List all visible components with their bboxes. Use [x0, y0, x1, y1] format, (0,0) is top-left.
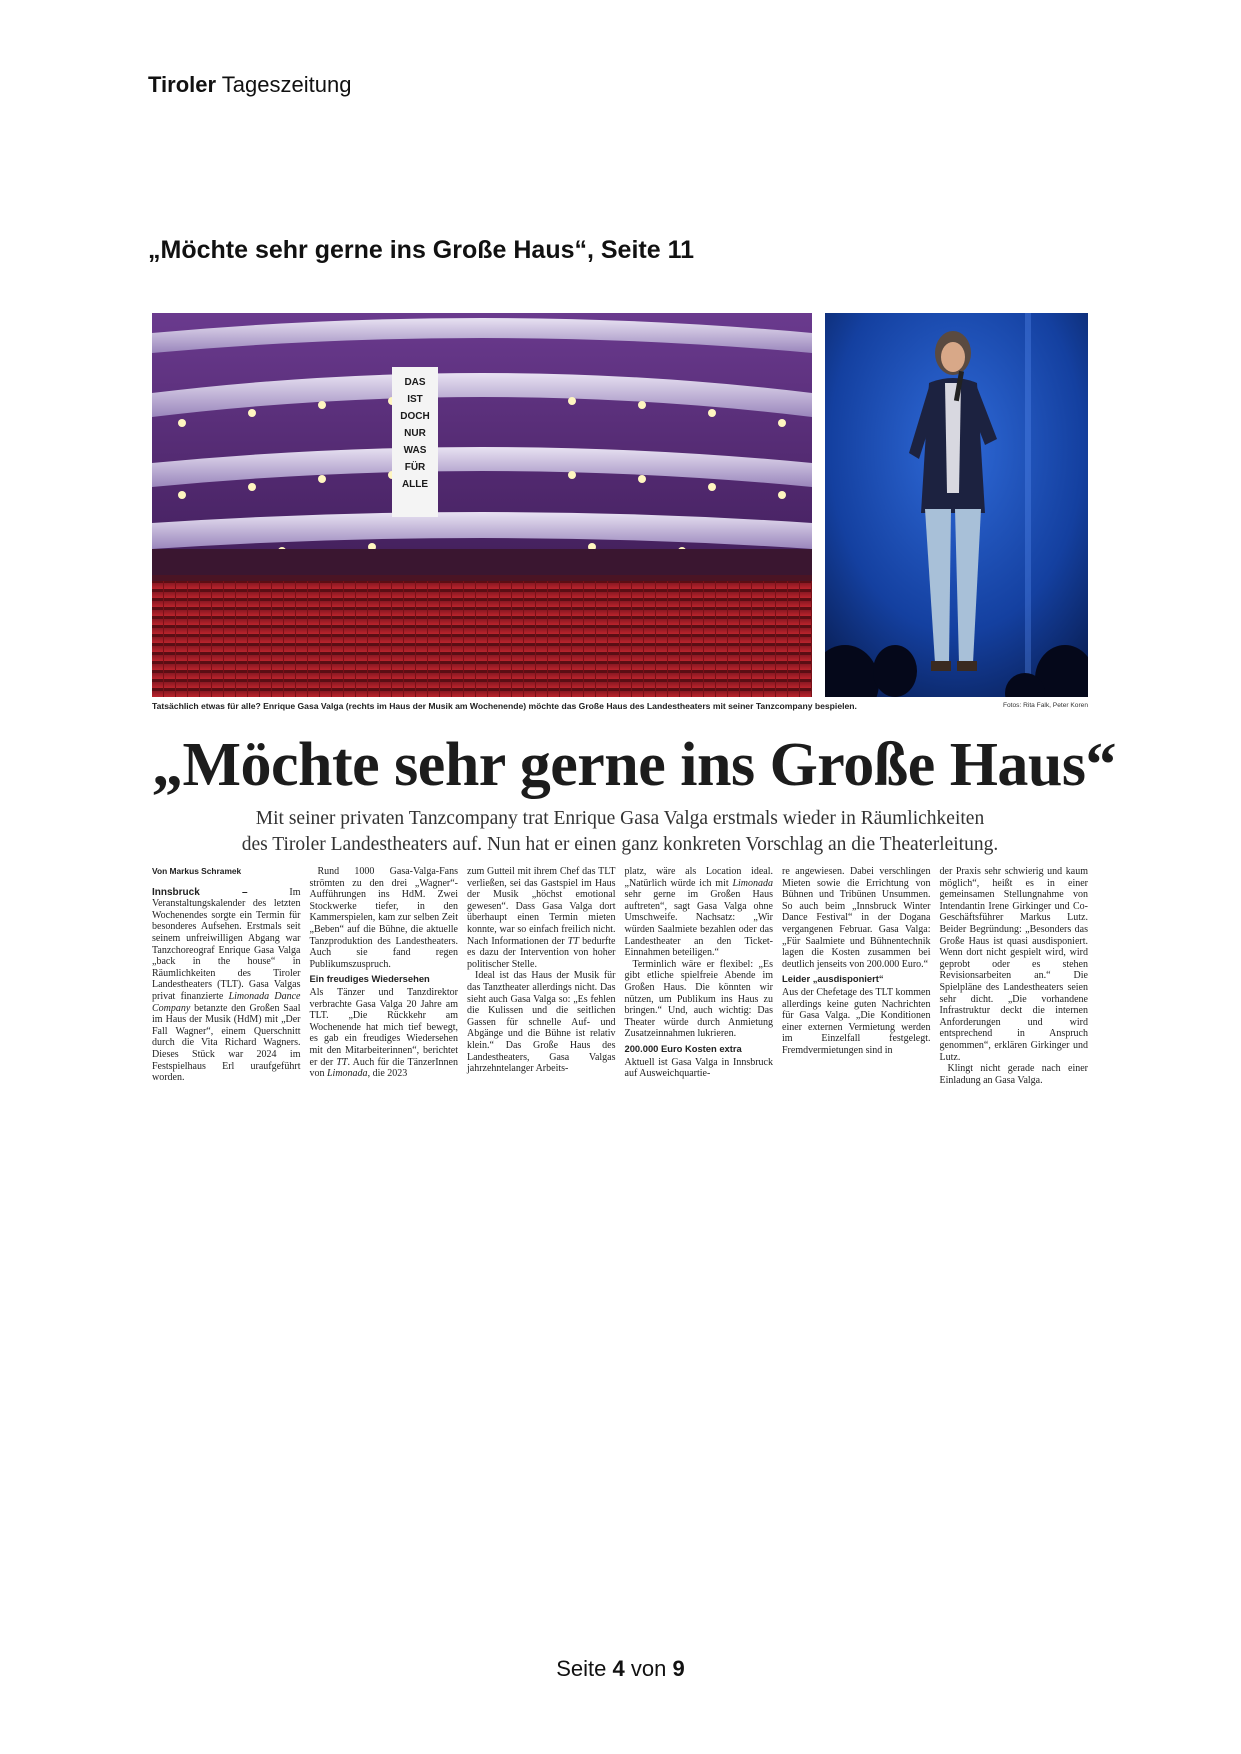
- paragraph: [467, 866, 616, 970]
- byline: Von Markus Schramek: [152, 866, 242, 876]
- paragraph: Ideal ist das Haus der Musik für das Tanztheater allerdings nicht. Das sieht auch Gasa Valga so: „Es fehlen die Kulissen und die seitlichen Gassen für schnelle Auf- und Abgänge und die Bühne ist relativ klein.“ Das Große Haus des Landestheaters, Gasa Valgas jahrzehntelanger Arbeits-: [467, 970, 616, 1075]
- photo-credit: Fotos: Rita Falk, Peter Koren: [1002, 702, 1088, 709]
- paragraph: [625, 866, 774, 959]
- text-run: Als Tänzer und Tanzdirektor verbrachte Gasa Valga 20 Jahre am TLT. „Die Rückkehr am Wochenende hat mich tief bewegt, es gab ein freudiges Wiedersehen mit den Mitarbeiterinnen“, berichtet er der: [309, 986, 458, 1068]
- banner-line: DOCH: [400, 411, 430, 422]
- company-name: Limonada: [732, 877, 773, 889]
- subheading: 200.000 Euro Kosten extra: [624, 1042, 742, 1054]
- article-subtitle: [152, 806, 1088, 858]
- text-run: sehr gerne im Großen Haus auftreten“, sagt Gasa Valga ohne Umschweife. Nachsatz: „Wir würden Saalmiete bezahlen oder das Landestheater an den Ticket-Einnahmen beteiligen.“: [624, 889, 773, 959]
- article-column-1: [152, 866, 301, 1086]
- subtitle-line-1: Mit seiner privaten Tanzcompany trat Enrique Gasa Valga erstmals wieder in Räumlichkeiten: [255, 808, 985, 829]
- text-run: platz, wäre als Location ideal. „Natürlich würde ich mit: [624, 866, 773, 889]
- article-reference: „Möchte sehr gerne ins Große Haus“, Seite 11: [148, 236, 695, 264]
- performer-illustration: [825, 313, 1088, 697]
- dateline-location: Innsbruck –: [152, 886, 248, 898]
- subheading: Ein freudiges Wiedersehen: [309, 973, 430, 985]
- text-run: , die 2023: [367, 1068, 408, 1080]
- page-separator: von: [630, 1656, 667, 1681]
- article-title: „Möchte sehr gerne ins Große Haus“: [152, 731, 1117, 799]
- subheading: Leider „ausdisponiert“: [782, 973, 884, 985]
- company-name: Limonada Dance Company: [152, 990, 301, 1014]
- paragraph: [152, 887, 301, 1084]
- text-run: . Auch für die TänzerInnen von: [309, 1056, 458, 1080]
- text-run: Im Veranstaltungskalender des letzten Wochenendes sorgte ein Termin für besonderes Aufsehen. Erstmals seit seinem unfreiwilligen Abgang war Tanzchoreograf Enrique Gasa Valga „back in the house“ in Räumlichkeiten des Tiroler Landestheaters (TLT). Gasa Valgas privat finanzierte: [152, 886, 301, 1002]
- banner-line: WAS: [403, 445, 427, 456]
- publication-name-rest: Tageszeitung: [221, 72, 352, 97]
- current-page: 4: [612, 1656, 625, 1681]
- page-label: Seite: [556, 1656, 607, 1681]
- text-run: betanzte den Großen Saal im Haus der Musik (HdM) mit „Der Fall Wagner“, einem Querschnitt durch die Vita Richard Wagners. Dieses Stück war 2024 im Festspielhaus Erl uraufgeführt worden.: [152, 1002, 301, 1084]
- banner-line: IST: [407, 394, 423, 405]
- article-column-2: [310, 866, 459, 1086]
- article-column-3: [467, 866, 616, 1086]
- paragraph: [310, 987, 459, 1080]
- hanging-banner: [392, 367, 438, 517]
- photo-caption: Tatsächlich etwas für alle? Enrique Gasa Valga (rechts im Haus der Musik am Wochenende) möchte das Große Haus des Landestheaters mit seiner Tanzcompany bespielen.: [152, 701, 857, 711]
- article-column-4: [625, 866, 774, 1086]
- publication-name-bold: Tiroler: [148, 72, 217, 97]
- page-number: [0, 1656, 1241, 1682]
- auditorium-photo: [152, 313, 812, 697]
- performer-photo: [825, 313, 1088, 697]
- banner-line: DAS: [404, 377, 426, 388]
- article-body: [152, 866, 1088, 1086]
- paragraph: Aus der Chefetage des TLT kommen allerdings keine guten Nachrichten für Gasa Valga. „Die Konditionen einer externen Vermietung werden im Einzelfall festgelegt. Fremdvermietungen sind in: [782, 986, 931, 1056]
- paragraph: re angewiesen. Dabei verschlingen Mieten sowie die Errichtung von Bühnen und Tribünen Unsummen. So auch beim „Innsbruck Winter Dance Festival“ in der Dogana vergangenen Februar. Gasa Valga: „Für Saalmiete und Bühnentechnik lagen die Kosten zusammen bei deutlich jenseits von 200.000 Euro.“: [782, 866, 931, 970]
- banner-line: FÜR: [404, 462, 426, 473]
- paragraph: der Praxis sehr schwierig und kaum möglich“, heißt es in einer gemeinsamen Stellungnahme von Intendantin Irene Girkinger und Co-Geschäftsführer Markus Lutz. Beider Begründung: „Besonders das Große Haus ist quasi ausdisponiert. Wenn dort nicht gespielt wird, wird geprobt oder es stehen Revisionsarbeiten an.“ Die Spielpläne des Landestheaters seien sehr dicht. „Die vorhandene Infrastruktur deckt die internen Anforderungen und wird entsprechend in Anspruch genommen“, erklären Girkinger und Lutz.: [939, 866, 1088, 1063]
- paragraph: Klingt nicht gerade nach einer Einladung an Gasa Valga.: [939, 1063, 1088, 1086]
- paragraph: Rund 1000 Gasa-Valga-Fans strömten zu den drei „Wagner“-Aufführungen ins HdM. Zwei Stockwerke tiefer, in den Kammerspielen, kam zur selben Zeit „Beben“ auf die Bühne, die aktuelle Tanzproduktion des Landestheaters. Auch sie fand regen Publikumszuspruch.: [309, 866, 458, 970]
- text-run: bedurfte es dazu der Intervention von hoher politischer Stelle.: [467, 935, 616, 970]
- auditorium-illustration: [152, 313, 812, 697]
- publication-name: [148, 72, 351, 98]
- total-pages: 9: [672, 1656, 685, 1681]
- banner-line: NUR: [404, 428, 426, 439]
- company-name: Limonada: [327, 1068, 368, 1080]
- newspaper-abbrev: TT: [336, 1056, 348, 1068]
- article-column-5: [782, 866, 931, 1086]
- red-seat-rows: [152, 575, 812, 697]
- newspaper-abbrev: TT: [567, 935, 579, 947]
- paragraph: Aktuell ist Gasa Valga in Innsbruck auf Ausweichquartie-: [624, 1056, 773, 1080]
- article-column-6: [940, 866, 1089, 1086]
- paragraph: Terminlich wäre er flexibel: „Es gibt etliche spielfreie Abende im Großen Haus. Die könnten wir nützen, um Publikum ins Haus zu bringen.“ Und, auch wichtig: Das Theater würde durch Anmietung Zusatzeinnahmen lukrieren.: [624, 958, 773, 1040]
- subtitle-line-2: des Tiroler Landestheaters auf. Nun hat er einen ganz konkreten Vorschlag an die Theaterleitung.: [241, 834, 999, 855]
- text-run: zum Gutteil mit ihrem Chef das TLT verließen, sei das Gastspiel im Haus der Musik „höchst emotional gewesen“. Dass Gasa Valga dort überhaupt einen Termin mieten konnte, war so einfach freilich nicht. Nach Informationen der: [467, 866, 616, 947]
- banner-line: ALLE: [401, 479, 429, 490]
